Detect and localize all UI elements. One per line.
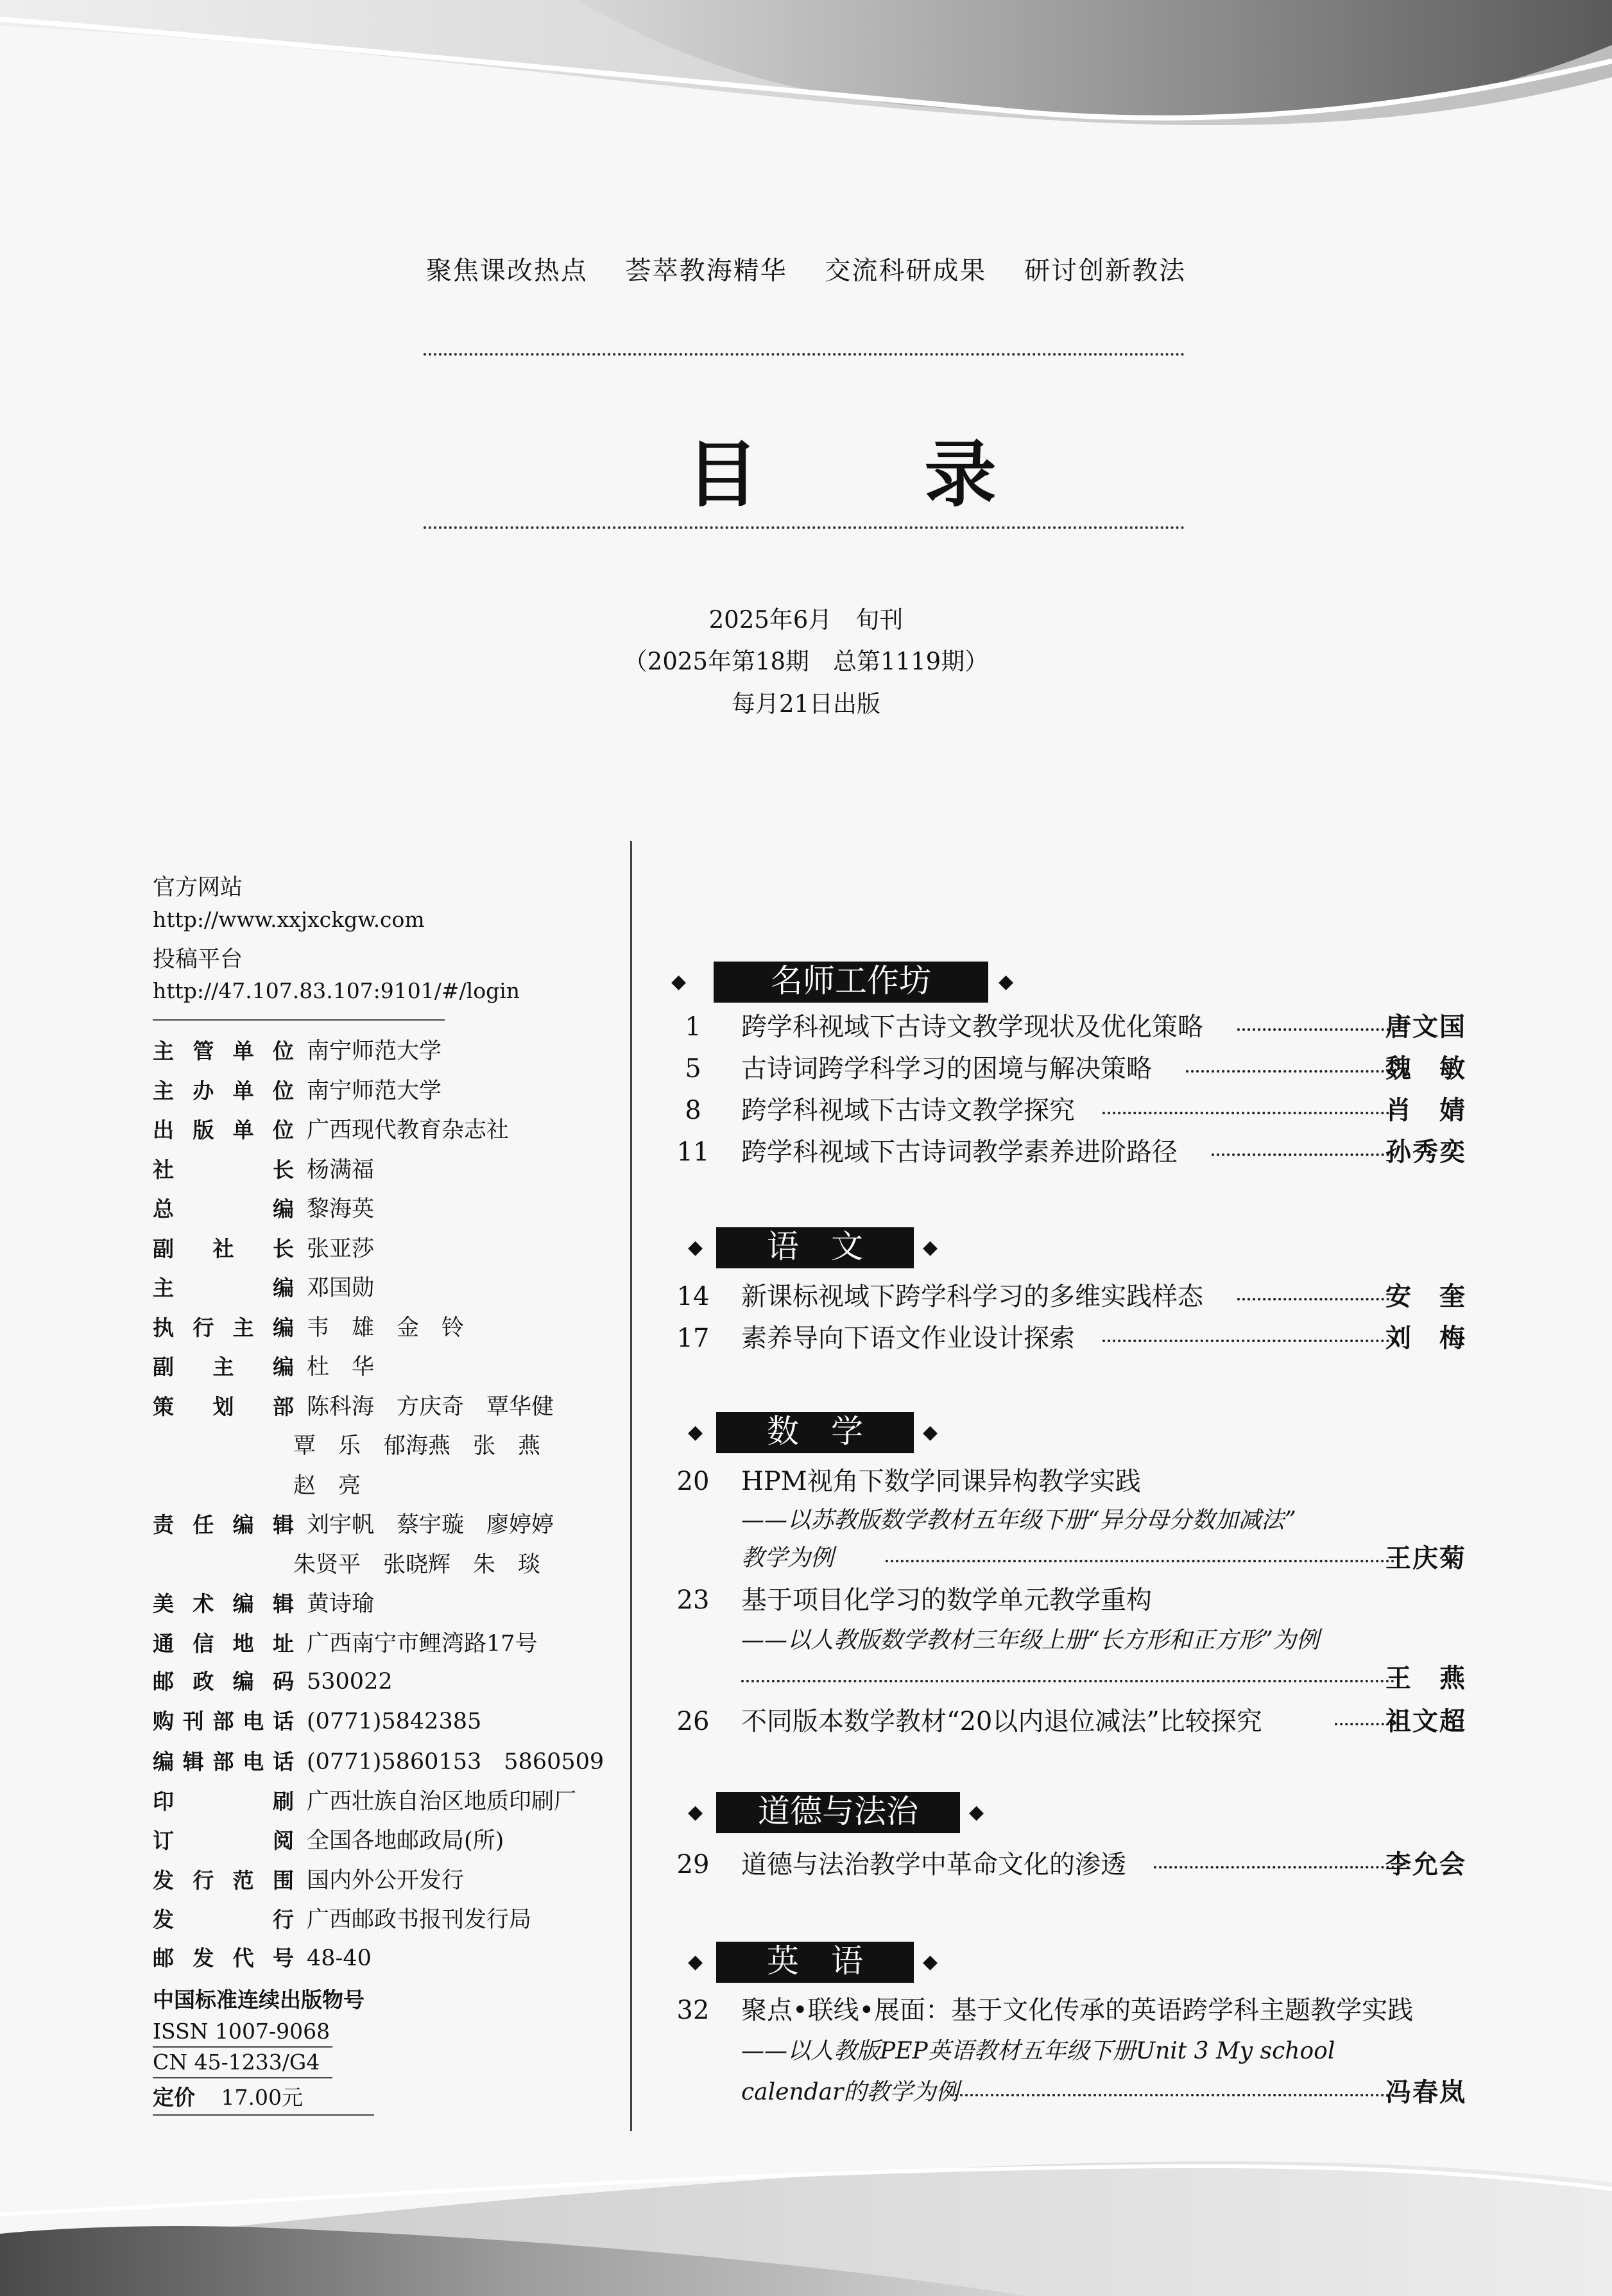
- masthead-key: 编辑部电话: [153, 1749, 294, 1774]
- issue-publish-day: 每月21日出版: [731, 690, 881, 718]
- submit-url[interactable]: http://47.107.83.107:9101/#/login: [153, 978, 520, 1003]
- author: 肖 婧: [1385, 1095, 1466, 1125]
- section-title: 英 语: [716, 1942, 914, 1983]
- masthead-row: [153, 1863, 464, 1895]
- author: 王庆菊: [1385, 1543, 1466, 1573]
- diamond-icon: ◆: [923, 1421, 938, 1444]
- masthead-key: 通信地址: [153, 1631, 294, 1656]
- masthead-key: 主办单位: [153, 1078, 294, 1103]
- masthead-value: 黎海英: [307, 1196, 375, 1222]
- masthead-key: 主管单位: [153, 1039, 294, 1064]
- toc-entry[interactable]: [674, 1991, 1466, 2030]
- author: 魏 敏: [1385, 1053, 1466, 1083]
- slogan-2: 荟萃教海精华: [625, 256, 787, 286]
- toc-entry[interactable]: [674, 1008, 1466, 1046]
- article-title: HPM视角下数学同课异构教学实践: [741, 1467, 1141, 1496]
- issue-number: （2025年第18期 总第1119期）: [623, 648, 989, 675]
- masthead-value-continued: 赵 亮: [293, 1473, 361, 1499]
- toc-entry-continued[interactable]: [674, 2073, 1466, 2112]
- article-title: 素养导向下语文作业设计探索: [741, 1324, 1075, 1353]
- masthead-key: 邮政编码: [153, 1669, 294, 1694]
- masthead-key: 主编: [153, 1275, 294, 1300]
- masthead-value: 邓国勋: [307, 1275, 375, 1301]
- masthead-key: 副社长: [153, 1236, 294, 1261]
- toc-entry-continued[interactable]: [674, 1659, 1466, 1698]
- masthead-key: 邮发代号: [153, 1946, 294, 1971]
- page-number: 32: [676, 1996, 710, 2025]
- masthead-value-continued: 覃 乐 郁海燕 张 燕: [293, 1433, 541, 1459]
- diamond-icon: ◆: [923, 1951, 938, 1973]
- page-number: 14: [676, 1282, 710, 1311]
- dotted-divider-bottom: [424, 526, 1185, 529]
- page-number: 26: [676, 1707, 710, 1736]
- section-title: 道德与法治: [716, 1792, 960, 1833]
- masthead-value: 广西南宁市鲤湾路17号: [307, 1631, 538, 1657]
- article-subtitle: ——以人教版PEP英语教材五年级下册Unit 3 My school: [741, 2038, 1335, 2064]
- toc-entry[interactable]: [674, 1462, 1466, 1501]
- article-title: 古诗词跨学科学习的困境与解决策略: [741, 1054, 1152, 1083]
- masthead-key: 发行: [153, 1907, 294, 1932]
- price-label: 定价: [153, 2085, 195, 2110]
- masthead-value: 陈科海 方庆奇 覃华健: [307, 1394, 554, 1420]
- author: 安 奎: [1385, 1281, 1466, 1311]
- cn-underline: [153, 2077, 332, 2078]
- page-number: 1: [685, 1012, 701, 1042]
- masthead-value: (0771)5842385: [307, 1709, 482, 1734]
- leader-dots: [1102, 1112, 1394, 1114]
- website-url[interactable]: http://www.xxjxckgw.com: [153, 907, 425, 932]
- masthead-key: 订阅: [153, 1828, 294, 1853]
- article-subtitle: ——以人教版数学教材三年级上册“长方形和正方形”为例: [741, 1627, 1319, 1653]
- toc-entry[interactable]: [674, 1319, 1466, 1358]
- masthead-value: 全国各地邮政局(所): [307, 1828, 504, 1854]
- masthead-value: 广西壮族自治区地质印刷厂: [307, 1789, 577, 1815]
- page-number: 8: [685, 1096, 701, 1125]
- cn-number: CN 45-1233/G4: [153, 2050, 320, 2075]
- masthead-row: [153, 1784, 576, 1816]
- diamond-icon: ◆: [688, 1801, 703, 1824]
- leader-dots: [1212, 1153, 1394, 1156]
- masthead-value: 韦 雄 金 铃: [307, 1315, 465, 1341]
- issn-underline: [153, 2046, 332, 2048]
- author: 孙秀奕: [1385, 1137, 1466, 1167]
- page-title: 目 录: [686, 433, 1067, 517]
- article-subtitle: ——以苏教版数学教材五年级下册“异分母分数加减法”: [741, 1507, 1296, 1533]
- leader-dots: [1186, 1070, 1394, 1073]
- masthead-row: [153, 1705, 481, 1735]
- author: 祖文超: [1385, 1706, 1466, 1736]
- price-row: [153, 2081, 303, 2111]
- masthead-row: [153, 1310, 464, 1342]
- diamond-icon: ◆: [671, 971, 687, 993]
- issue-date: 2025年6月 旬刊: [708, 606, 904, 634]
- masthead-row: [153, 1112, 509, 1144]
- section-title: 名师工作坊: [714, 962, 988, 1003]
- slogan-line: [0, 250, 1612, 287]
- toc-entry-continued[interactable]: [674, 1539, 1466, 1578]
- issn: ISSN 1007-9068: [153, 2019, 330, 2044]
- submit-label: 投稿平台: [153, 947, 243, 972]
- masthead-value: 黄诗瑜: [307, 1591, 375, 1617]
- toc-entry[interactable]: [674, 1277, 1466, 1316]
- website-label: 官方网站: [153, 875, 243, 901]
- diamond-icon: ◆: [688, 1951, 703, 1973]
- slogan-1: 聚焦课改热点: [425, 256, 588, 286]
- article-title: 跨学科视域下古诗文教学现状及优化策略: [741, 1012, 1203, 1042]
- article-title: 不同版本数学教材“20以内退位减法”比较探究: [741, 1707, 1262, 1736]
- masthead-row: [153, 1191, 374, 1223]
- masthead-row: [153, 1507, 554, 1539]
- article-title: 基于项目化学习的数学单元教学重构: [741, 1585, 1152, 1615]
- masthead-value: (0771)5860153 5860509: [307, 1749, 604, 1775]
- page-number: 5: [685, 1054, 701, 1083]
- masthead-row: [153, 1744, 604, 1776]
- author: 唐文国: [1385, 1012, 1466, 1042]
- toc-entry[interactable]: [674, 1091, 1466, 1130]
- masthead-key: 印刷: [153, 1789, 294, 1814]
- section-title: 语 文: [716, 1227, 914, 1268]
- toc-entry[interactable]: [674, 1049, 1466, 1088]
- leader-dots: [1237, 1028, 1394, 1031]
- section-title: 数 学: [716, 1412, 914, 1453]
- article-title: 新课标视域下跨学科学习的多维实践样态: [741, 1282, 1203, 1311]
- masthead-value: 广西现代教育杂志社: [307, 1118, 510, 1143]
- leader-dots: [1237, 1298, 1394, 1300]
- diamond-icon: ◆: [688, 1236, 703, 1259]
- leader-dots: [1154, 1866, 1394, 1869]
- leader-dots: [1102, 1340, 1394, 1342]
- price-value: 17.00元: [221, 2085, 303, 2110]
- author: 刘 梅: [1385, 1323, 1466, 1353]
- masthead-row: [153, 1389, 554, 1421]
- masthead-row: [153, 1823, 504, 1855]
- page-number: 20: [676, 1467, 710, 1496]
- slogan-4: 研讨创新教法: [1024, 256, 1187, 286]
- diamond-icon: ◆: [688, 1421, 703, 1444]
- author: 李允会: [1385, 1849, 1466, 1879]
- masthead-value: 广西邮政书报刊发行局: [307, 1907, 532, 1933]
- top-wave-decoration: [0, 0, 1612, 154]
- serial-label: 中国标准连续出版物号: [153, 1987, 364, 2012]
- masthead-value: 张亚莎: [307, 1236, 375, 1262]
- toc-entry[interactable]: [674, 1845, 1466, 1884]
- page-number: 29: [676, 1850, 710, 1879]
- masthead-row: [153, 1902, 531, 1934]
- masthead-value: 南宁师范大学: [307, 1039, 442, 1064]
- article-title: 跨学科视域下古诗词教学素养进阶路径: [741, 1137, 1178, 1167]
- masthead-key: 美术编辑: [153, 1591, 294, 1616]
- masthead-key: 策划部: [153, 1394, 294, 1419]
- toc-entry[interactable]: [674, 1702, 1466, 1741]
- author: 冯春岚: [1385, 2077, 1466, 2107]
- masthead-row: [153, 1073, 442, 1105]
- masthead-row: [153, 1626, 538, 1658]
- masthead-value: 南宁师范大学: [307, 1078, 442, 1104]
- leader-dots: [741, 1680, 1394, 1682]
- masthead-row: [153, 1942, 372, 1972]
- article-subtitle-cont: 教学为例: [741, 1545, 834, 1571]
- diamond-icon: ◆: [923, 1236, 938, 1259]
- masthead-row: [153, 1349, 374, 1381]
- masthead-key: 责任编辑: [153, 1512, 294, 1537]
- masthead-value: 杜 华: [307, 1354, 375, 1380]
- masthead-key: 总编: [153, 1196, 294, 1221]
- masthead-row: [153, 1586, 374, 1618]
- toc-entry[interactable]: [674, 1581, 1466, 1619]
- article-title: 道德与法治教学中革命文化的渗透: [741, 1850, 1126, 1879]
- contact-divider: [153, 1019, 445, 1021]
- author: 王 燕: [1385, 1663, 1466, 1693]
- masthead-key: 副主编: [153, 1354, 294, 1379]
- diamond-icon: ◆: [969, 1801, 984, 1824]
- bottom-wave-decoration: [0, 2137, 1612, 2296]
- price-underline: [153, 2114, 374, 2116]
- article-title: 聚点•联线•展面：基于文化传承的英语跨学科主题教学实践: [741, 1996, 1414, 2025]
- masthead-value: 国内外公开发行: [307, 1868, 465, 1894]
- page-number: 11: [676, 1137, 710, 1167]
- masthead-row: [153, 1231, 374, 1263]
- masthead-value: 530022: [307, 1669, 393, 1695]
- masthead-row: [153, 1270, 374, 1302]
- masthead-row: [153, 1152, 374, 1184]
- masthead-key: 社长: [153, 1157, 294, 1182]
- article-subtitle-cont: calendar的教学为例: [741, 2079, 959, 2105]
- page-number: 23: [676, 1585, 710, 1615]
- masthead-value: 48-40: [307, 1946, 372, 1971]
- masthead-key: 出版单位: [153, 1118, 294, 1143]
- page-number: 17: [676, 1324, 710, 1353]
- slogan-3: 交流科研成果: [825, 256, 987, 286]
- masthead-row: [153, 1665, 393, 1695]
- masthead-key: 购刊部电话: [153, 1709, 294, 1734]
- masthead-value: 杨满福: [307, 1157, 375, 1183]
- toc-entry[interactable]: [674, 1133, 1466, 1171]
- masthead-value: 刘宇帆 蔡宇璇 廖婷婷: [307, 1512, 554, 1538]
- article-title: 跨学科视域下古诗文教学探究: [741, 1096, 1075, 1125]
- leader-dots: [886, 1560, 1394, 1562]
- masthead-value-continued: 朱贤平 张晓辉 朱 琰: [293, 1552, 541, 1578]
- column-divider: [630, 841, 632, 2131]
- masthead-key: 执行主编: [153, 1315, 294, 1340]
- masthead-key: 发行范围: [153, 1868, 294, 1893]
- leader-dots: [950, 2094, 1394, 2096]
- diamond-icon: ◆: [999, 971, 1014, 993]
- masthead-row: [153, 1033, 442, 1066]
- dotted-divider-top: [424, 353, 1185, 356]
